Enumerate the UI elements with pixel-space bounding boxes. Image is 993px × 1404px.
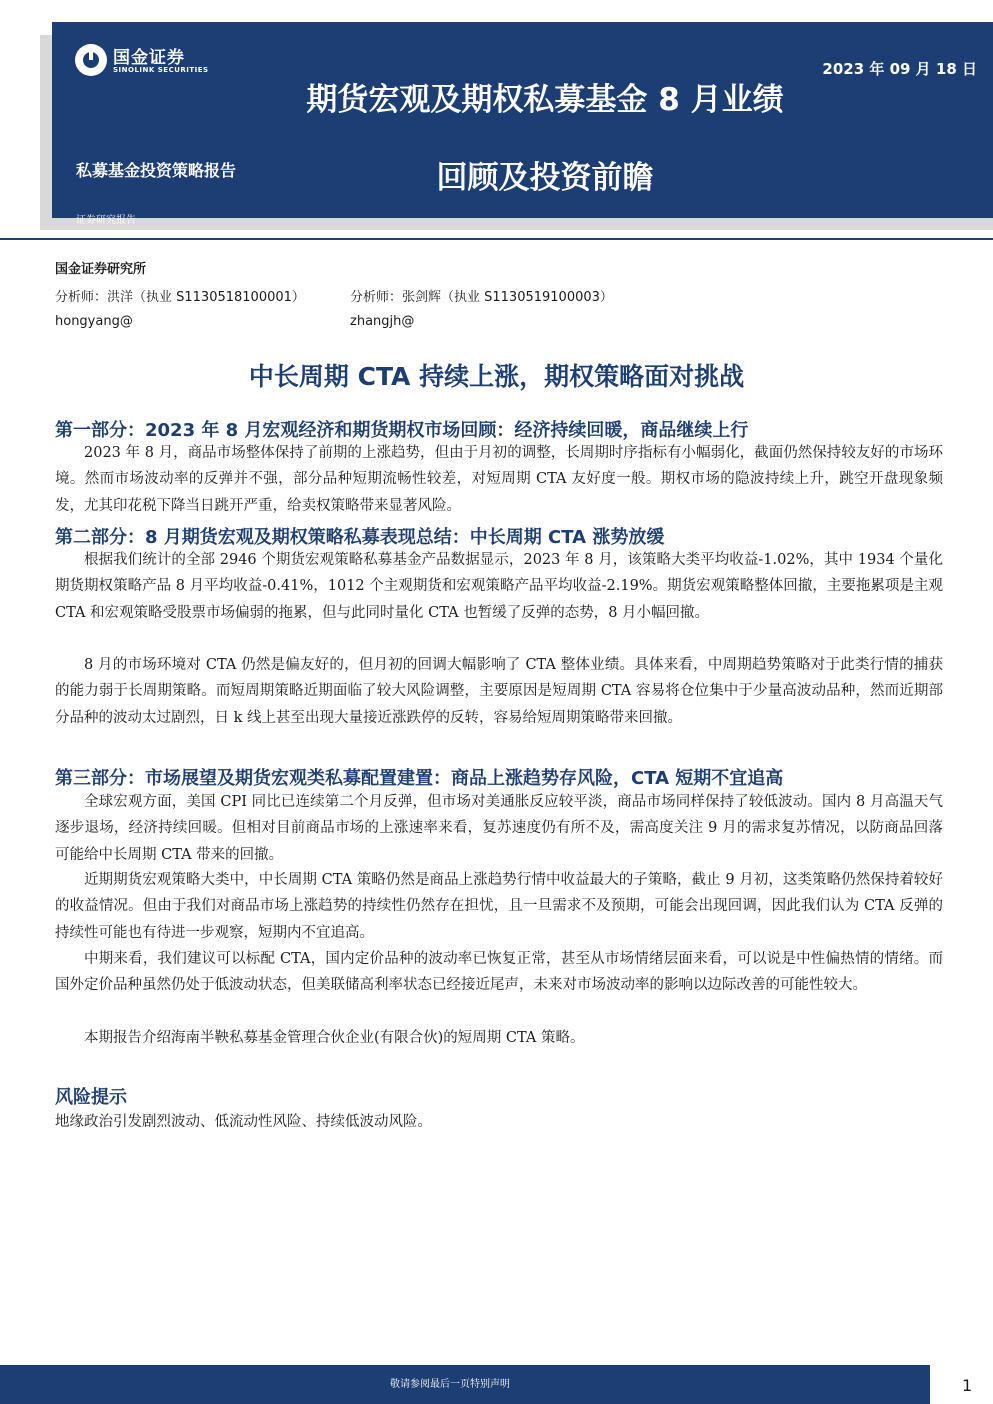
section-3-paragraph-3: 中期来看，我们建议可以标配 CTA，国内定价品种的波动率已恢复正常，甚至从市场情绪层面来看，可以说是中性偏热情的情绪。而国外定价品种虽然仍处于低波动状态，但美联储高利率状态已经接近尾声，未来对市场波动率的影响以边际改善的可能性较大。 [55, 951, 943, 994]
analyst-1-email[interactable]: hongyang@ [55, 314, 133, 329]
section-1-title: 第一部分：2023 年 8 月宏观经济和期货期权市场回顾：经济持续回暖，商品继续上行 [55, 420, 749, 441]
analyst-2: 分析师：张剑辉（执业 S1130519100003） [350, 290, 613, 305]
section-3-paragraph-1: 全球宏观方面，美国 CPI 同比已连续第二个月反弹，但市场对美通胀反应较平淡，商品市场同样保持了较低波动。国内 8 月高温天气逐步退场，经济持续回暖。但相对目前商品市场的上涨速率来看，复苏速度仍有所不及，需高度关注 9 月的需求复苏情况，以防商品回落可能给中长周期 CTA 带来的回撤。 [55, 794, 943, 863]
logo-english-name: SINOLINK SECURITIES [113, 66, 209, 74]
section-2-title: 第二部分：8 月期货宏观及期权策略私募表现总结：中长周期 CTA 涨势放缓 [55, 527, 665, 548]
analyst-2-email[interactable]: zhangjh@ [350, 314, 415, 329]
risk-title: 风险提示 [55, 1087, 127, 1108]
report-headline: 中长周期 CTA 持续上涨，期权策略面对挑战 [248, 362, 745, 391]
research-institute: 国金证券研究所 [55, 262, 147, 277]
section-2-paragraph-1: 根据我们统计的全部 2946 个期货宏观策略私募基金产品数据显示，2023 年 8 月，该策略大类平均收益-1.02%，其中 1934 个量化期货期权策略产品 8 月平均收益-0.41%，1012 个主观期货和宏观策略产品平均收益-2.19%。期货宏观策略整体回撤，主要拖累项是主观 CTA 和宏观策略受股票市场偏弱的拖累，但与此同时量化 CTA 也暂缓了反弹的态势，8 月小幅回撤。 [55, 552, 943, 621]
section-3-paragraph-4: 本期报告介绍海南半鞅私募基金管理合伙企业(有限合伙)的短周期 CTA 策略。 [84, 1030, 585, 1046]
report-title-line1: 期货宏观及期权私募基金 8 月业绩 [306, 82, 784, 118]
risk-text: 地缘政治引发剧烈波动、低流动性风险、持续低波动风险。 [55, 1114, 432, 1130]
footer-disclaimer-note: 敬请参阅最后一页特别声明 [390, 1379, 510, 1390]
logo-chinese-name: 国金证券 [113, 48, 185, 68]
section-3-title: 第三部分：市场展望及期货宏观类私募配置建置：商品上涨趋势存风险，CTA 短期不宜追高 [55, 768, 784, 789]
report-title-line2: 回顾及投资前瞻 [436, 160, 654, 196]
report-date: 2023 年 09 月 18 日 [822, 60, 977, 78]
report-category: 私募基金投资策略报告 [76, 161, 237, 180]
logo-mark-icon [75, 44, 107, 76]
report-type: 证券研究报告 [76, 215, 136, 226]
footer-bar [0, 1365, 930, 1404]
section-3-paragraph-2: 近期期货宏观策略大类中，中长周期 CTA 策略仍然是商品上涨趋势行情中收益最大的子策略，截止 9 月初，这类策略仍然保持着较好的收益情况。但由于我们对商品市场上涨趋势的持续性仍然存在担忧，且一旦需求不及预期，可能会出现回调，因此我们认为 CTA 反弹的持续性可能也有待进一步观察，短期内不宜追高。 [55, 872, 943, 941]
section-1-paragraph-1: 2023 年 8 月，商品市场整体保持了前期的上涨趋势，但由于月初的调整，长周期时序指标有小幅弱化，截面仍然保持较友好的市场环境。然而市场波动率的反弹并不强，部分品种短期流畅性较差，对短周期 CTA 友好度一般。期权市场的隐波持续上升，跳空开盘现象频发，尤其印花税下降当日跳开严重，给卖权策略带来显著风险。 [55, 445, 943, 514]
analyst-1: 分析师：洪洋（执业 S1130518100001） [55, 290, 305, 305]
page-number: 1 [962, 1376, 973, 1395]
header-divider [0, 238, 993, 240]
section-2-paragraph-2: 8 月的市场环境对 CTA 仍然是偏友好的，但月初的回调大幅影响了 CTA 整体业绩。具体来看，中周期趋势策略对于此类行情的捕获的能力弱于长周期策略。而短周期策略近期面临了较大风险调整，主要原因是短周期 CTA 容易将仓位集中于少量高波动品种，然而近期部分品种的波动太过剧烈，日 k 线上甚至出现大量接近涨跌停的反转，容易给短周期策略带来回撤。 [55, 657, 943, 726]
